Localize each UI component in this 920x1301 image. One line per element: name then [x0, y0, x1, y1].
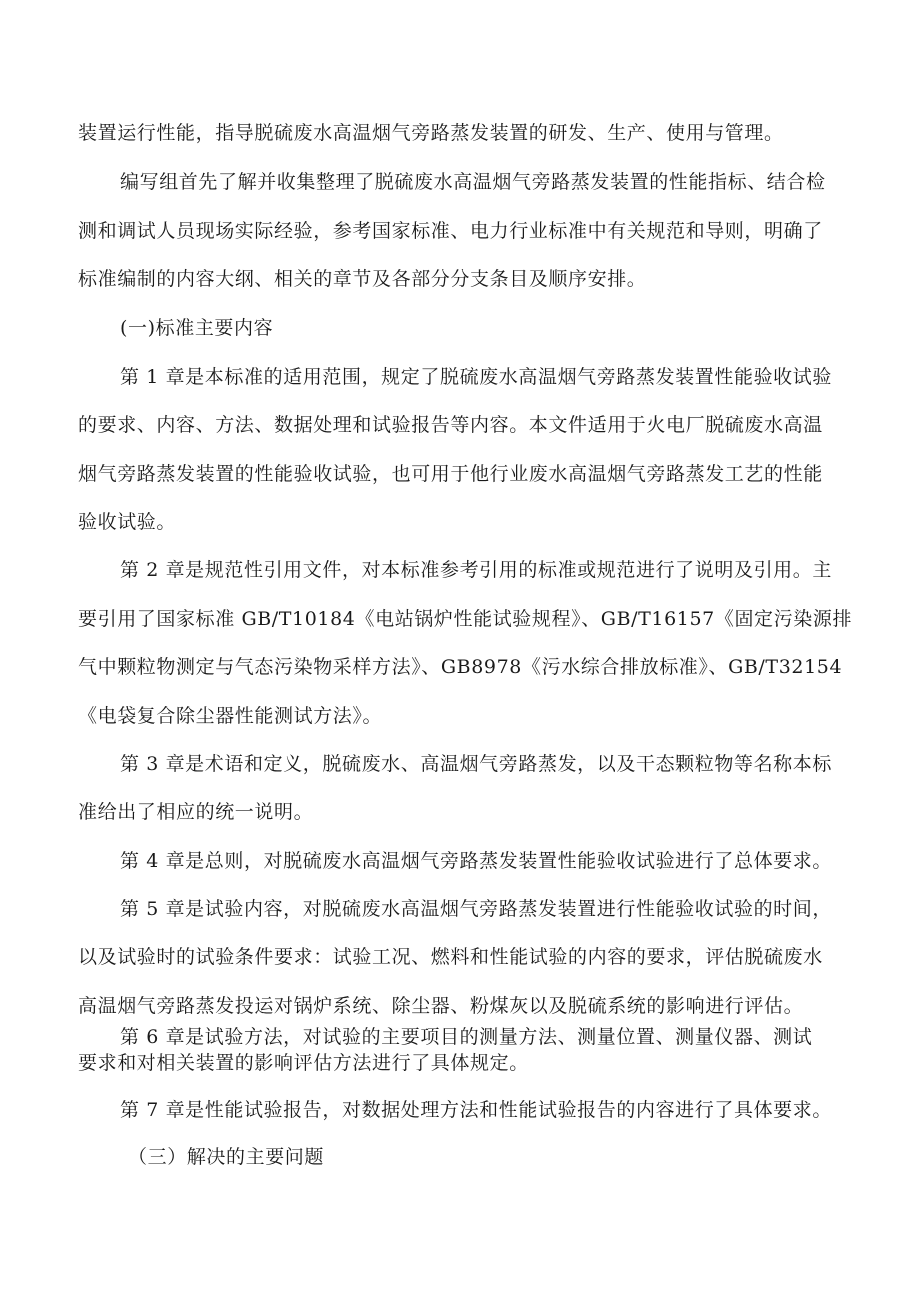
body-line: 高温烟气旁路蒸发投运对锅炉系统、除尘器、粉煤灰以及脱硫系统的影响进行评估。 — [78, 995, 804, 1017]
paragraph-line: 第 5 章是试验内容，对脱硫废水高温烟气旁路蒸发装置进行性能验收试验的时间， — [120, 898, 832, 920]
body-line: 《电袋复合除尘器性能测试方法》。 — [78, 705, 383, 727]
paragraph-line: 编写组首先了解并收集整理了脱硫废水高温烟气旁路蒸发装置的性能指标、结合检 — [120, 171, 826, 193]
paragraph-line: 第 2 章是规范性引用文件，对本标准参考引用的标准或规范进行了说明及引用。主 — [120, 559, 832, 581]
paragraph-line: 第 7 章是性能试验报告，对数据处理方法和性能试验报告的内容进行了具体要求。 — [120, 1099, 832, 1121]
body-line: 测和调试人员现场实际经验，参考国家标准、电力行业标准中有关规范和导则，明确了 — [78, 220, 823, 242]
body-line: 以及试验时的试验条件要求：试验工况、燃料和性能试验的内容的要求，评估脱硫废水 — [78, 946, 823, 968]
body-line: 验收试验。 — [78, 511, 177, 533]
body-line: 准给出了相应的统一说明。 — [78, 801, 314, 823]
paragraph-line: 第 6 章是试验方法，对试验的主要项目的测量方法、测量位置、测量仪器、测试 — [120, 1026, 813, 1048]
body-line: 的要求、内容、方法、数据处理和试验报告等内容。本文件适用于火电厂脱硫废水高温 — [78, 414, 823, 436]
body-line: 标准编制的内容大纲、相关的章节及各部分分支条目及顺序安排。 — [78, 268, 647, 290]
body-line: 气中颗粒物测定与气态污染物采样方法》、GB8978《污水综合排放标准》、GB/T32154 — [78, 656, 843, 678]
body-line: 烟气旁路蒸发装置的性能验收试验，也可用于他行业废水高温烟气旁路蒸发工艺的性能 — [78, 463, 823, 485]
section-heading: （三）解决的主要问题 — [128, 1146, 325, 1168]
paragraph-line: 第 3 章是术语和定义，脱硫废水、高温烟气旁路蒸发，以及干态颗粒物等名称本标 — [120, 753, 832, 775]
paragraph-line: 第 4 章是总则，对脱硫废水高温烟气旁路蒸发装置性能验收试验进行了总体要求。 — [120, 850, 832, 872]
paragraph-line: 第 1 章是本标准的适用范围，规定了脱硫废水高温烟气旁路蒸发装置性能验收试验 — [120, 366, 832, 388]
section-heading: (一)标准主要内容 — [120, 317, 274, 339]
body-line: 装置运行性能，指导脱硫废水高温烟气旁路蒸发装置的研发、生产、使用与管理。 — [78, 122, 784, 144]
body-line: 要引用了国家标准 GB/T10184《电站锅炉性能试验规程》、GB/T16157《固定污染源排 — [78, 608, 853, 630]
body-line: 要求和对相关装置的影响评估方法进行了具体规定。 — [78, 1052, 529, 1074]
